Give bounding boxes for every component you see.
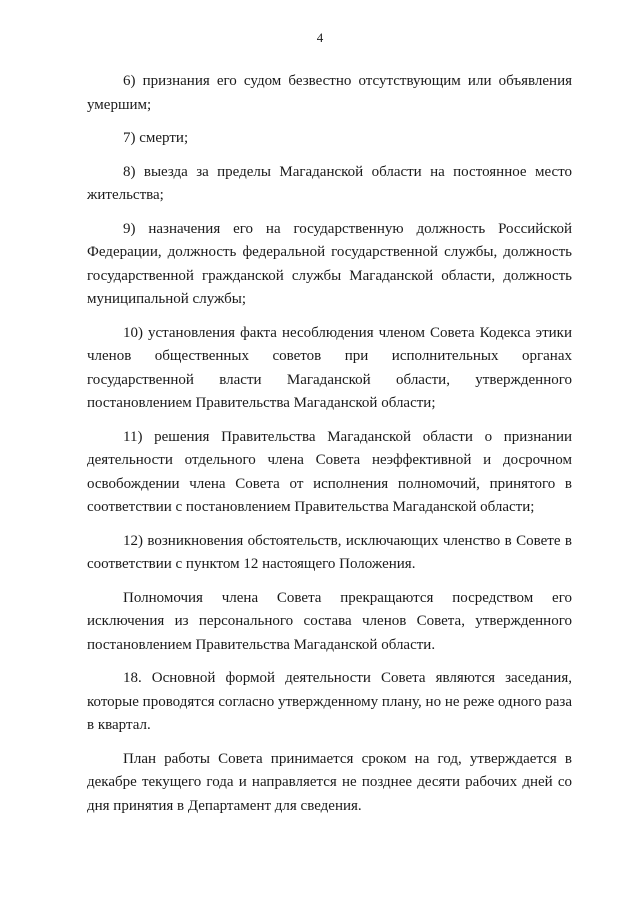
page-number: 4 [316,30,324,45]
paragraph-item-9: 9) назначения его на государственную должность Российской Федерации, должность федеральной государственной службы, должность государственной гражданской службы Магаданской области, должность муниципальной службы; [87,220,572,307]
paragraph-item-7: 7) смерти; [123,130,189,146]
paragraph-item-6: 6) признания его судом безвестно отсутствующим или объявления умершим; [87,73,572,113]
paragraph-item-11: 11) решения Правительства Магаданской области о признании деятельности отдельного члена Совета неэффективной и досрочном освобождении члена Совета от исполнения полномочий, принятого в соответствии с постановлением Правительства Магаданской области; [87,428,572,515]
paragraph-item-8: 8) выезда за пределы Магаданской области на постоянное место жительства; [87,163,572,203]
paragraph-item-12: 12) возникновения обстоятельств, исключающих членство в Совете в соответствии с пунктом 12 настоящего Положения. [87,532,572,572]
document-body [87,70,572,828]
paragraph-powers-termination: Полномочия члена Совета прекращаются посредством его исключения из персонального состава членов Совета, утвержденного постановлением Правительства Магаданской области. [87,589,572,653]
paragraph-section-18: 18. Основной формой деятельности Совета являются заседания, которые проводятся согласно утвержденному плану, но не реже одного раза в квартал. [87,670,572,733]
paragraph-work-plan: План работы Совета принимается сроком на год, утверждается в декабре текущего года и направляется не позднее десяти рабочих дней со дня принятия в Департамент для сведения. [87,750,572,814]
paragraph-item-10: 10) установления факта несоблюдения членом Совета Кодекса этики членов общественных советов при исполнительных органах государственной власти Магаданской области, утвержденного постановлением Правительства Магаданской области; [87,324,572,411]
